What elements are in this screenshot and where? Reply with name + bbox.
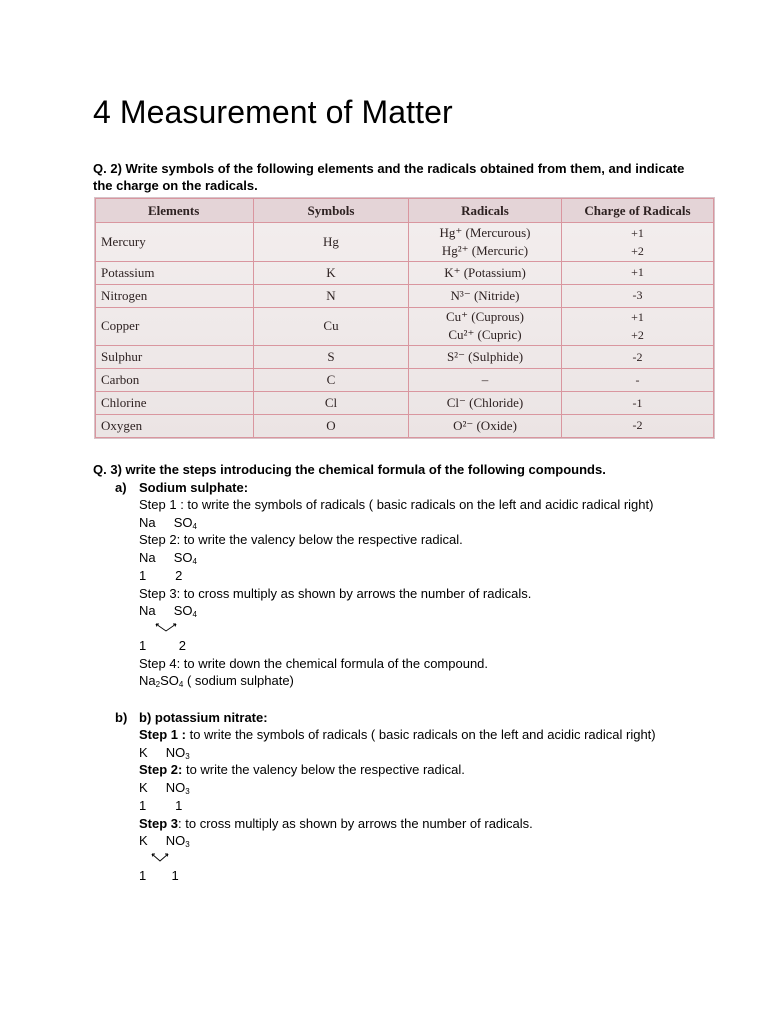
formula-part: SO xyxy=(160,673,179,689)
valency-acid: 2 xyxy=(178,637,186,653)
acid-radical-subscript: 4 xyxy=(192,521,197,531)
element-cell: Sulphur xyxy=(96,346,254,369)
charge-cell: -3 xyxy=(562,284,714,307)
charge-text: +2 xyxy=(631,243,644,258)
charge-cell: -1 xyxy=(562,392,714,415)
table-row xyxy=(96,307,714,346)
step-2-body: to write the valency below the respective radical. xyxy=(182,762,465,778)
valency-basic: 1 xyxy=(139,637,147,653)
radical-text: Cu²⁺ (Cupric) xyxy=(448,327,522,343)
symbol-cell: O xyxy=(254,414,409,437)
radical-symbols xyxy=(139,602,679,620)
step-2-text xyxy=(139,761,679,779)
symbol-cell: Cu xyxy=(254,307,409,346)
radical-cell: O²⁻ (Oxide) xyxy=(409,414,562,437)
basic-radical: Na xyxy=(139,550,156,566)
cross-arrows-icon xyxy=(153,622,183,634)
answer-a-label: a) xyxy=(115,480,127,495)
formula-part: Na xyxy=(139,673,156,689)
table-row xyxy=(96,414,714,437)
acid-radical: SO xyxy=(173,603,193,619)
header-radicals: Radicals xyxy=(409,199,562,223)
valency-acid: 1 xyxy=(171,867,179,883)
radical-cell: – xyxy=(409,369,562,392)
acid-radical-subscript: 3 xyxy=(185,787,190,797)
acid-radical: NO xyxy=(165,833,186,849)
radical-cell: S²⁻ (Sulphide) xyxy=(409,346,562,369)
charge-text: +1 xyxy=(631,225,644,240)
header-charge: Charge of Radicals xyxy=(562,199,714,223)
basic-radical: K xyxy=(139,780,148,796)
acid-radical: SO xyxy=(173,514,193,530)
element-cell: Nitrogen xyxy=(96,284,254,307)
radical-cell: N³⁻ (Nitride) xyxy=(409,284,562,307)
element-cell: Carbon xyxy=(96,369,254,392)
symbol-cell: C xyxy=(254,369,409,392)
step-3-body: : to cross multiply as shown by arrows the number of radicals. xyxy=(178,815,533,831)
acid-radical-subscript: 4 xyxy=(192,557,197,567)
valency-row xyxy=(139,797,679,815)
valency-row xyxy=(139,867,679,885)
valency-acid: 2 xyxy=(175,567,183,583)
element-cell: Copper xyxy=(96,307,254,346)
step-3-text: Step 3: to cross multiply as shown by arrows the number of radicals. xyxy=(139,585,532,601)
table-row xyxy=(96,392,714,415)
symbol-cell: Hg xyxy=(254,223,409,262)
radical-symbols xyxy=(139,779,679,797)
valency-row xyxy=(139,637,679,655)
step-3-text xyxy=(139,815,679,833)
valency-row xyxy=(139,567,679,585)
charge-cell: -2 xyxy=(562,346,714,369)
symbol-cell: N xyxy=(254,284,409,307)
symbol-cell: S xyxy=(254,346,409,369)
step-2-label: Step 2: xyxy=(139,762,183,778)
acid-radical: NO xyxy=(165,744,186,760)
charge-text: +1 xyxy=(631,310,644,325)
charge-cell xyxy=(562,223,714,262)
cross-multiply-arrows xyxy=(139,620,679,637)
chemical-formula xyxy=(139,672,679,690)
acid-radical-subscript: 4 xyxy=(192,610,197,620)
radical-cell: K⁺ (Potassium) xyxy=(409,261,562,284)
page-title: 4 Measurement of Matter xyxy=(93,94,453,130)
step-1-body: to write the symbols of radicals ( basic radicals on the left and acidic radical right) xyxy=(185,727,656,742)
valency-basic: 1 xyxy=(139,797,147,813)
table-row xyxy=(96,223,714,262)
radical-cell xyxy=(409,307,562,346)
valency-basic: 1 xyxy=(139,567,147,583)
question-2-heading: Q. 2) Write symbols of the following elements and the radicals obtained from them, and indicate the charge on the radicals. xyxy=(93,161,685,193)
basic-radical: K xyxy=(139,833,148,849)
step-4-text: Step 4: to write down the chemical formula of the compound. xyxy=(139,655,489,671)
valency-basic: 1 xyxy=(139,867,147,883)
radicals-table xyxy=(95,198,714,438)
acid-radical: NO xyxy=(165,780,186,796)
charge-cell xyxy=(562,307,714,346)
table-header-row xyxy=(96,199,714,223)
radical-symbols xyxy=(139,549,679,567)
radical-symbols xyxy=(139,744,679,762)
step-1-label: Step 1 : xyxy=(139,727,186,742)
charge-text: +2 xyxy=(631,328,644,343)
radical-symbols xyxy=(139,832,679,850)
step-3-label: Step 3 xyxy=(139,815,179,831)
answer-b-label: b) xyxy=(115,710,128,725)
acid-radical-subscript: 3 xyxy=(185,840,190,850)
radicals-table-photo xyxy=(94,197,715,439)
valency-acid: 1 xyxy=(175,797,183,813)
charge-cell: -2 xyxy=(562,414,714,437)
formula-subscript: 2 xyxy=(155,680,161,690)
cross-arrows-icon xyxy=(149,852,179,864)
answer-b-title: b) potassium nitrate: xyxy=(139,710,268,725)
header-symbols: Symbols xyxy=(254,199,409,223)
acid-radical-subscript: 3 xyxy=(185,751,190,761)
table-row xyxy=(96,261,714,284)
basic-radical: K xyxy=(139,744,148,760)
answer-a-title: Sodium sulphate: xyxy=(139,480,249,495)
formula-subscript: 4 xyxy=(178,680,184,690)
element-cell: Chlorine xyxy=(96,392,254,415)
radical-text: Hg²⁺ (Mercuric) xyxy=(441,242,529,258)
radical-symbols xyxy=(139,514,679,532)
charge-cell: - xyxy=(562,369,714,392)
radical-text: Hg⁺ (Mercurous) xyxy=(439,224,531,240)
cross-multiply-arrows xyxy=(139,850,679,867)
radical-cell xyxy=(409,223,562,262)
symbol-cell: Cl xyxy=(254,392,409,415)
question-3-heading: Q. 3) write the steps introducing the chemical formula of the following compounds. xyxy=(93,462,606,477)
basic-radical: Na xyxy=(139,603,156,619)
element-cell: Potassium xyxy=(96,261,254,284)
formula-name: ( sodium sulphate) xyxy=(183,673,294,689)
basic-radical: Na xyxy=(139,514,156,530)
radical-text: Cu⁺ (Cuprous) xyxy=(446,309,524,325)
table-row xyxy=(96,284,714,307)
radical-cell: Cl⁻ (Chloride) xyxy=(409,392,562,415)
step-1-text xyxy=(139,726,679,744)
element-cell: Oxygen xyxy=(96,414,254,437)
answer-a-steps xyxy=(139,496,679,690)
element-cell: Mercury xyxy=(96,223,254,262)
step-2-text: Step 2: to write the valency below the respective radical. xyxy=(139,532,463,548)
table-row xyxy=(96,346,714,369)
table-row xyxy=(96,369,714,392)
step-1-text: Step 1 : to write the symbols of radicals ( basic radicals on the left and acidic radical right) xyxy=(139,497,654,512)
acid-radical: SO xyxy=(173,550,193,566)
symbol-cell: K xyxy=(254,261,409,284)
answer-b-steps xyxy=(139,726,679,885)
header-elements: Elements xyxy=(96,199,254,223)
charge-cell: +1 xyxy=(562,261,714,284)
